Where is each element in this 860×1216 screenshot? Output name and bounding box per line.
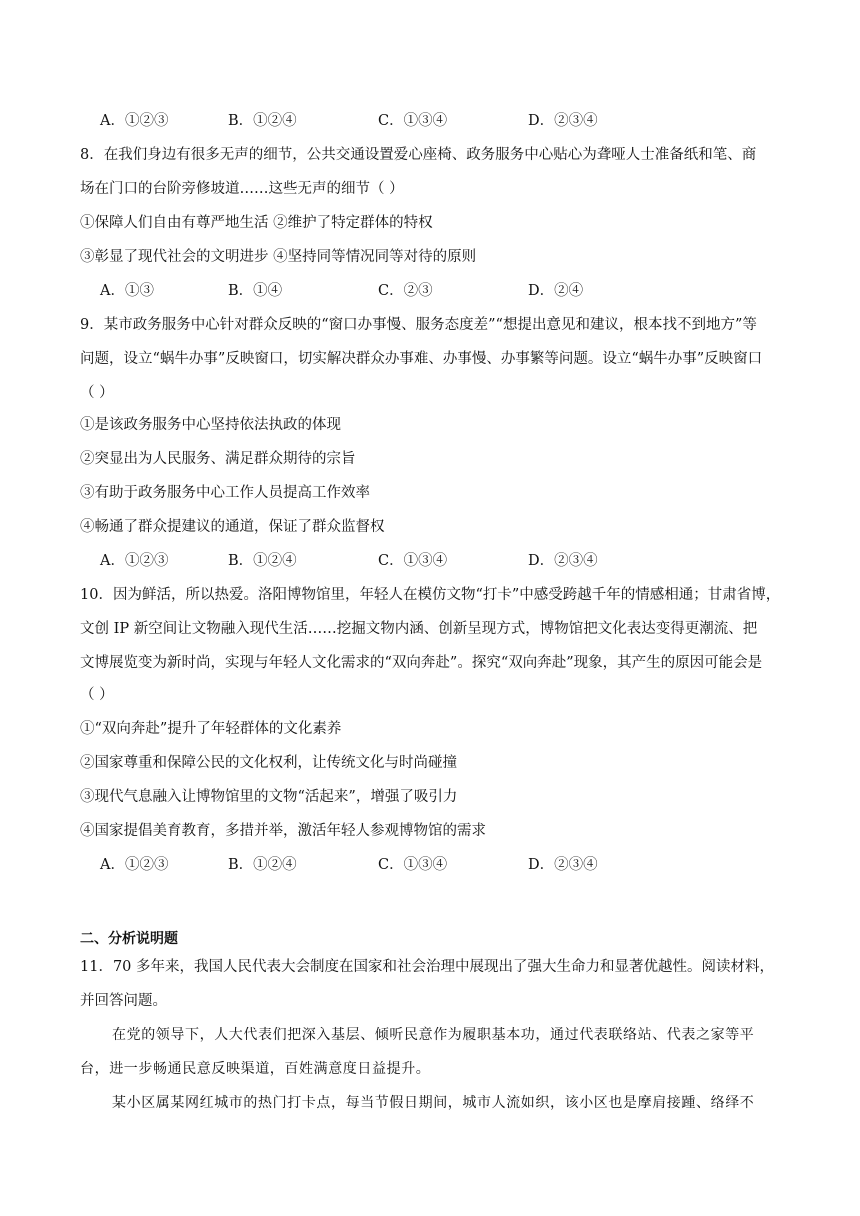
q8-option-c: C．②③ <box>378 283 433 299</box>
q11-material-line-1: 在党的领导下，人大代表们把深入基层、倾听民意作为履职基本功，通过代表联络站、代表之家等平 <box>112 1027 755 1043</box>
q7-option-b: B．①②④ <box>228 113 297 129</box>
q10-stem-line-4: （ ） <box>80 687 114 703</box>
q10-option-b: B．①②④ <box>228 857 297 873</box>
q8-option-d: D．②④ <box>528 283 584 299</box>
q8-options <box>100 281 800 301</box>
q8-statement-2: ③彰显了现代社会的文明进步 ④坚持同等情况同等对待的原则 <box>80 249 477 265</box>
q8-stem-line-1: 8．在我们身边有很多无声的细节，公共交通设置爱心座椅、政务服务中心贴心为聋哑人士准备纸和笔、商 <box>80 147 757 163</box>
q8-stem-line-2: 场在门口的台阶旁修坡道……这些无声的细节（ ） <box>80 181 404 197</box>
q10-stem-line-2: 文创 IP 新空间让文物融入现代生活……挖掘文物内涵、创新呈现方式，博物馆把文化表达变得更潮流、把 <box>80 621 758 637</box>
q10-option-a: A．①②③ <box>100 857 169 873</box>
q9-stem-line-3: （ ） <box>80 385 114 401</box>
q9-statement-4: ④畅通了群众提建议的通道，保证了群众监督权 <box>80 519 385 535</box>
q11-material-line-2: 台，进一步畅通民意反映渠道，百姓满意度日益提升。 <box>80 1061 431 1077</box>
q9-option-a: A．①②③ <box>100 553 169 569</box>
q10-options <box>100 855 800 875</box>
q9-statement-2: ②突显出为人民服务、满足群众期待的宗旨 <box>80 451 356 467</box>
q8-statement-1: ①保障人们自由有尊严地生活 ②维护了特定群体的特权 <box>80 215 433 231</box>
q8-option-a: A．①③ <box>100 283 154 299</box>
q7-option-a: A．①②③ <box>100 113 169 129</box>
q10-stem-line-3: 文博展览变为新时尚，实现与年轻人文化需求的“双向奔赴”。探究“双向奔赴”现象，其产生的原因可能会是 <box>80 655 763 671</box>
q11-stem-line-2: 并回答问题。 <box>80 993 167 1009</box>
q10-statement-4: ④国家提倡美育教育，多措并举，激活年轻人参观博物馆的需求 <box>80 823 486 839</box>
q10-option-c: C．①③④ <box>378 857 448 873</box>
q9-option-c: C．①③④ <box>378 553 448 569</box>
q9-options <box>100 551 800 571</box>
q7-options <box>100 111 800 131</box>
q7-option-c: C．①③④ <box>378 113 448 129</box>
q10-stem-line-1: 10．因为鲜活，所以热爱。洛阳博物馆里，年轻人在模仿文物“打卡”中感受跨越千年的情感相通；甘肃省博， <box>80 587 781 603</box>
q9-statement-1: ①是该政务服务中心坚持依法执政的体现 <box>80 417 341 433</box>
q10-option-d: D．②③④ <box>528 857 598 873</box>
q10-statement-1: ①“双向奔赴”提升了年轻群体的文化素养 <box>80 721 342 737</box>
q7-option-d: D．②③④ <box>528 113 598 129</box>
q9-option-b: B．①②④ <box>228 553 297 569</box>
q11-material-line-3: 某小区属某网红城市的热门打卡点，每当节假日期间，城市人流如织，该小区也是摩肩接踵、络绎不 <box>112 1095 755 1111</box>
q11-stem-line-1: 11．70 多年来，我国人民代表大会制度在国家和社会治理中展现出了强大生命力和显著优越性。阅读材料， <box>80 959 775 975</box>
q9-statement-3: ③有助于政务服务中心工作人员提高工作效率 <box>80 485 370 501</box>
section-heading: 二、分析说明题 <box>80 931 178 947</box>
q9-stem-line-1: 9．某市政务服务中心针对群众反映的“窗口办事慢、服务态度差”“想提出意见和建议，根本找不到地方”等 <box>80 317 757 333</box>
q10-statement-2: ②国家尊重和保障公民的文化权利，让传统文化与时尚碰撞 <box>80 755 457 771</box>
q10-statement-3: ③现代气息融入让博物馆里的文物“活起来”，增强了吸引力 <box>80 789 458 805</box>
q9-option-d: D．②③④ <box>528 553 598 569</box>
q8-option-b: B．①④ <box>228 283 283 299</box>
q9-stem-line-2: 问题，设立“蜗牛办事”反映窗口，切实解决群众办事难、办事慢、办事繁等问题。设立“蜗牛办事”反映窗口 <box>80 351 763 367</box>
